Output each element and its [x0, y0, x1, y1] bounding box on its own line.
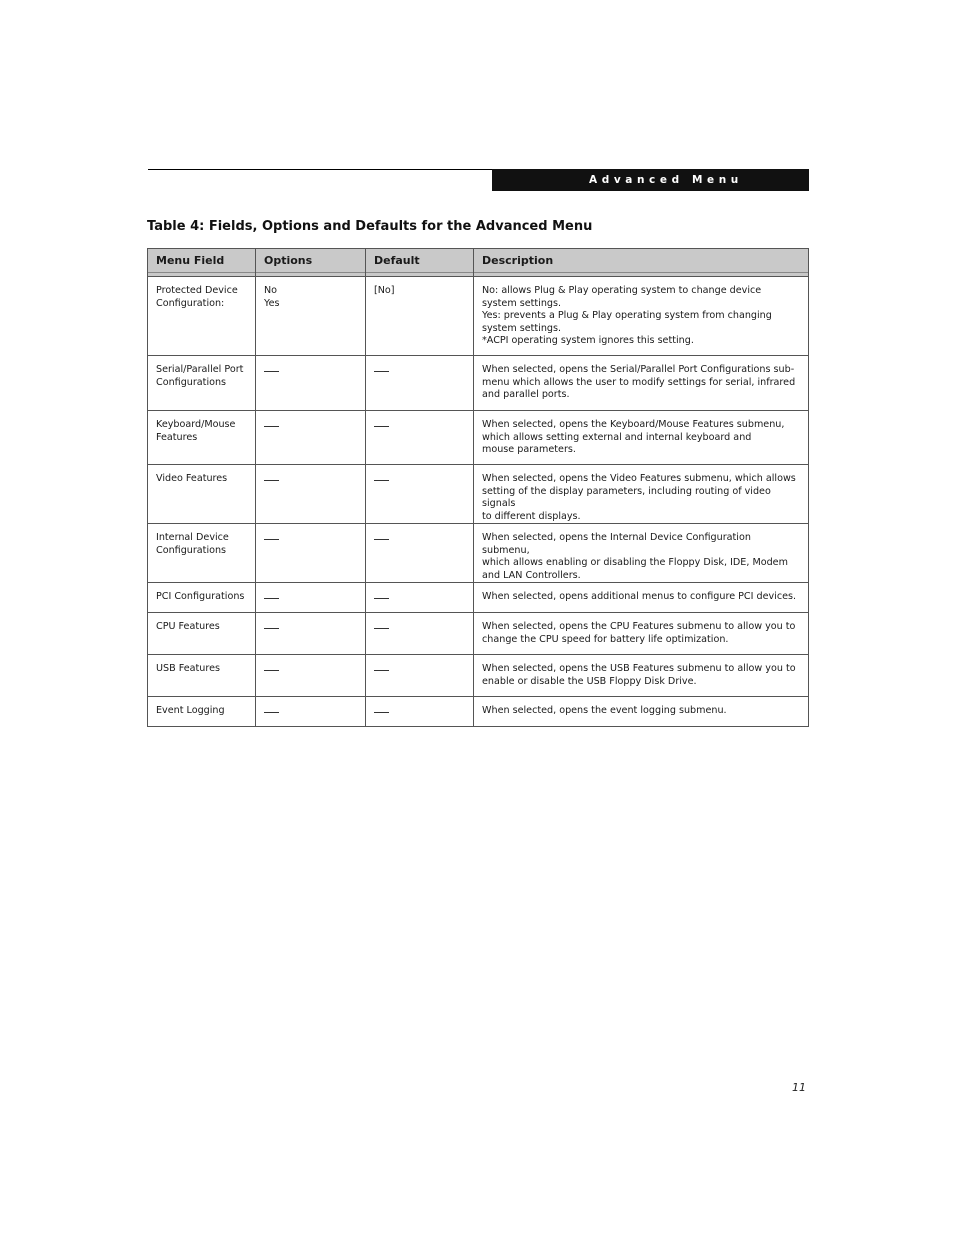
- default-cell: [366, 655, 474, 697]
- menu-field-cell: Video Features: [148, 465, 256, 524]
- dash-mark: [264, 539, 279, 540]
- table-row: [148, 465, 809, 524]
- options-cell: [256, 583, 366, 613]
- default-cell: [366, 356, 474, 411]
- options-cell: [256, 697, 366, 727]
- default-cell: [366, 697, 474, 727]
- description-cell: When selected, opens the Video Features submenu, which allows setting of the display parameters, including routing of video signals to different displays.: [474, 465, 809, 524]
- dash-mark: [374, 539, 389, 540]
- menu-field-cell: PCI Configurations: [148, 583, 256, 613]
- section-tab: Advanced Menu: [492, 169, 809, 191]
- dash-mark: [374, 426, 389, 427]
- default-cell: [366, 583, 474, 613]
- options-cell: [256, 613, 366, 655]
- table-title: Table 4: Fields, Options and Defaults for the Advanced Menu: [147, 219, 593, 234]
- dash-mark: [374, 712, 389, 713]
- column-header-menu-field: Menu Field: [148, 249, 256, 273]
- dash-mark: [264, 628, 279, 629]
- default-cell: [366, 524, 474, 583]
- description-cell: When selected, opens the CPU Features submenu to allow you to change the CPU speed for battery life optimization.: [474, 613, 809, 655]
- column-header-default: Default: [366, 249, 474, 273]
- advanced-menu-table: [147, 248, 809, 727]
- dash-mark: [264, 480, 279, 481]
- page-number: 11: [792, 1081, 806, 1094]
- default-cell: [366, 465, 474, 524]
- dash-mark: [264, 426, 279, 427]
- description-cell: When selected, opens the Internal Device Configuration submenu, which allows enabling or disabling the Floppy Disk, IDE, Modem and LAN Controllers.: [474, 524, 809, 583]
- table-row: [148, 655, 809, 697]
- dash-mark: [374, 598, 389, 599]
- column-header-description: Description: [474, 249, 809, 273]
- description-cell: When selected, opens the Keyboard/Mouse Features submenu, which allows setting external and internal keyboard and mouse parameters.: [474, 411, 809, 465]
- table-row: [148, 583, 809, 613]
- default-cell: [366, 613, 474, 655]
- table-row: [148, 613, 809, 655]
- options-cell: No Yes: [256, 277, 366, 356]
- options-cell: [256, 524, 366, 583]
- dash-mark: [264, 712, 279, 713]
- options-cell: [256, 655, 366, 697]
- table-row: [148, 277, 809, 356]
- menu-field-cell: Serial/Parallel Port Configurations: [148, 356, 256, 411]
- column-header-options: Options: [256, 249, 366, 273]
- table-header-row: [148, 249, 809, 273]
- dash-mark: [374, 670, 389, 671]
- menu-field-cell: Protected Device Configuration:: [148, 277, 256, 356]
- dash-mark: [374, 628, 389, 629]
- options-cell: [256, 465, 366, 524]
- description-cell: When selected, opens the event logging submenu.: [474, 697, 809, 727]
- table-row: [148, 411, 809, 465]
- description-cell: When selected, opens the Serial/Parallel Port Configurations sub- menu which allows the user to modify settings for serial, infrared and parallel ports.: [474, 356, 809, 411]
- table-row: [148, 697, 809, 727]
- default-cell: [No]: [366, 277, 474, 356]
- header-rule: [148, 169, 493, 170]
- options-cell: [256, 411, 366, 465]
- menu-field-cell: CPU Features: [148, 613, 256, 655]
- options-cell: [256, 356, 366, 411]
- menu-field-cell: USB Features: [148, 655, 256, 697]
- dash-mark: [374, 480, 389, 481]
- dash-mark: [264, 371, 279, 372]
- menu-field-cell: Event Logging: [148, 697, 256, 727]
- menu-field-cell: Internal Device Configurations: [148, 524, 256, 583]
- description-cell: When selected, opens the USB Features submenu to allow you to enable or disable the USB Floppy Disk Drive.: [474, 655, 809, 697]
- table-row: [148, 524, 809, 583]
- dash-mark: [264, 598, 279, 599]
- dash-mark: [264, 670, 279, 671]
- menu-field-cell: Keyboard/Mouse Features: [148, 411, 256, 465]
- default-cell: [366, 411, 474, 465]
- table-row: [148, 356, 809, 411]
- dash-mark: [374, 371, 389, 372]
- description-cell: No: allows Plug & Play operating system to change device system settings. Yes: prevents a Plug & Play operating system from changing system settings. *ACPI operating system ignores this setting.: [474, 277, 809, 356]
- description-cell: When selected, opens additional menus to configure PCI devices.: [474, 583, 809, 613]
